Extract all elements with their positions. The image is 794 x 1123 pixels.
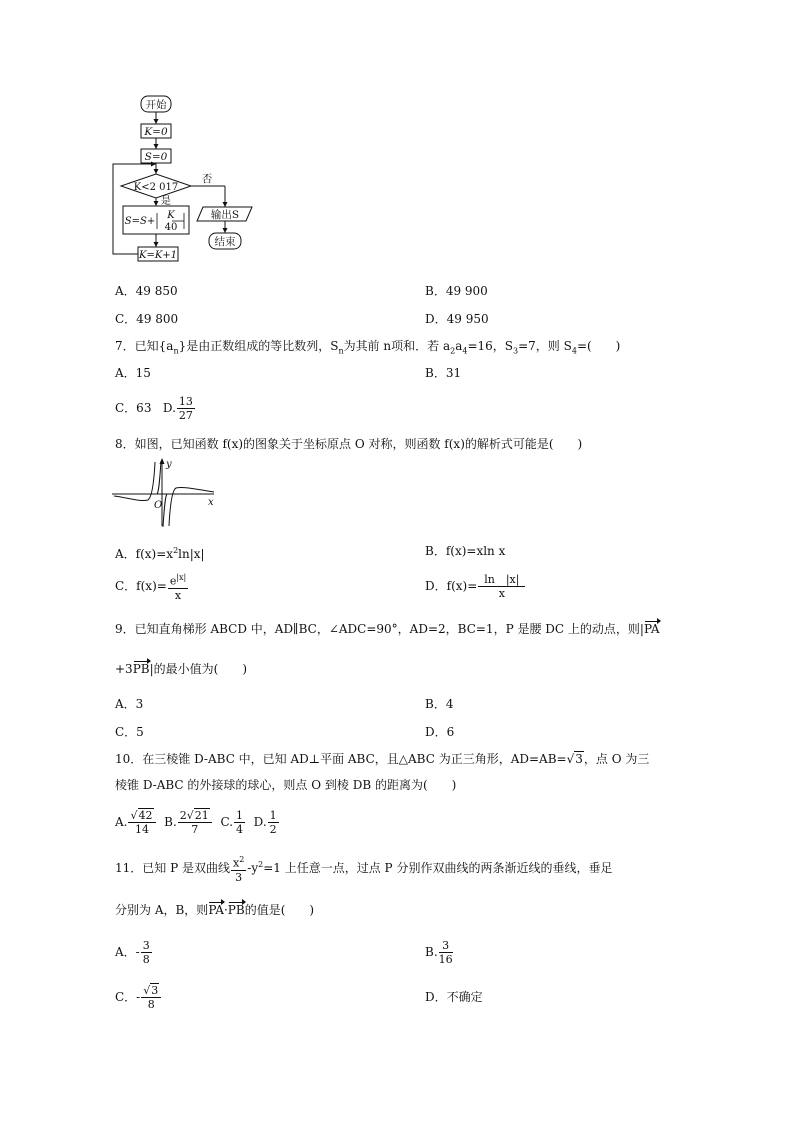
q9-option-d: D．6 (425, 725, 455, 739)
graph-origin-label: O (154, 500, 163, 511)
q7-option-c: C．63 (115, 401, 152, 415)
q9-option-c: C．5 (115, 725, 144, 739)
q7-option-c-d (115, 391, 196, 425)
q9-stem-line2: +3PB|的最小值为( ) (115, 662, 248, 676)
flowchart (105, 90, 265, 280)
increment-label: K=K+1 (138, 250, 178, 261)
process-prefix: S=S+ (124, 216, 156, 227)
q9-option-a: A．3 (115, 697, 144, 711)
q8-option-d: D．f(x)= $\frac{\ln |x|}{x}$ (425, 569, 526, 603)
q11-stem-line2: 分别为 A，B，则PA·PB的值是( ) (115, 903, 315, 917)
process-num: K (167, 210, 175, 221)
q6-option-c: C．49 800 (115, 312, 179, 326)
q8-option-a: A．$f(x)=x^2\ln|x|$ (115, 546, 205, 561)
graph-y-label: y (166, 459, 172, 470)
q6-option-d: D．49 950 (425, 312, 489, 326)
condition-label: K<2 017 (133, 182, 179, 193)
start-label: 开始 (145, 99, 167, 111)
q10-option-d: D. $\frac{1}{2}$ (253, 809, 277, 836)
q9-option-b: B．4 (425, 697, 454, 711)
end-label: 结束 (214, 236, 236, 248)
q8-option-c: C．f(x)= $\frac{e^{|x|}}{x}$ (115, 573, 187, 602)
q8-option-b: B．f(x)=xln x (425, 544, 506, 558)
q10-option-b: B. $\frac{2√21}{7}$ (164, 815, 213, 829)
q7-option-d-prefix: D. (162, 401, 176, 415)
q9-stem-line1: 9．已知直角梯形 ABCD 中，AD∥BC，∠ADC=90°，AD=2，BC=1，P 是腰 DC 上的动点，则|PA (115, 622, 660, 636)
yes-label: 是 (161, 196, 171, 207)
q11-option-a: A．- $\frac{3}{8}$ (115, 939, 150, 966)
q8-stem: 8．如图，已知函数 f(x)的图象关于坐标原点 O 对称，则函数 f(x)的解析式可能是( ) (115, 437, 583, 451)
q6-option-a: A．49 850 (115, 284, 178, 298)
q10-stem-line2: 棱锥 D-ABC 的外接球的球心，则点 O 到棱 DB 的距离为( ) (115, 778, 457, 792)
q7-stem: 7．已知$\{a_n\}$是由正数组成的等比数列，$S_n$为其前 n项和．若 $a_2a_4=16$，$S_3=7$，则 $S_4=$( ) (115, 339, 621, 356)
output-label: 输出S (210, 209, 240, 221)
s-init-label: S=0 (144, 151, 168, 163)
q6-option-b: B．49 900 (425, 284, 488, 298)
q8-function-graph (110, 456, 220, 528)
process-den: 40 (164, 222, 178, 233)
q11-option-c: C．- $\frac{√3}{8}$ (115, 980, 162, 1014)
q10-option-a: A. $\frac{√42}{14}$ (115, 815, 157, 829)
no-label: 否 (201, 173, 213, 185)
q10-stem-line1: 10．在三棱锥 D-ABC 中，已知 AD⊥平面 ABC，且△ABC 为正三角形，AD=AB=√3，点 O 为三 (115, 752, 650, 766)
k-init-label: K=0 (144, 126, 168, 138)
q7-option-d-fraction: $\frac{13}{27}$ (178, 395, 193, 422)
q10-options (115, 803, 280, 841)
q11-option-d: D．不确定 (425, 990, 483, 1004)
q7-option-b: B．31 (425, 366, 462, 380)
q11-option-b: B. $\frac{3}{16}$ (425, 939, 453, 966)
q10-option-c: C. $\frac{1}{4}$ (220, 809, 244, 836)
q7-option-a: A．15 (115, 366, 151, 380)
graph-x-label: x (208, 497, 214, 508)
q11-stem-line1: 11．已知 P 是双曲线 $\frac{x^2}{3}$ $-y^2=1$ 上任意一点，过点 P 分别作双曲线的两条渐近线的垂线，垂足 (115, 855, 613, 884)
